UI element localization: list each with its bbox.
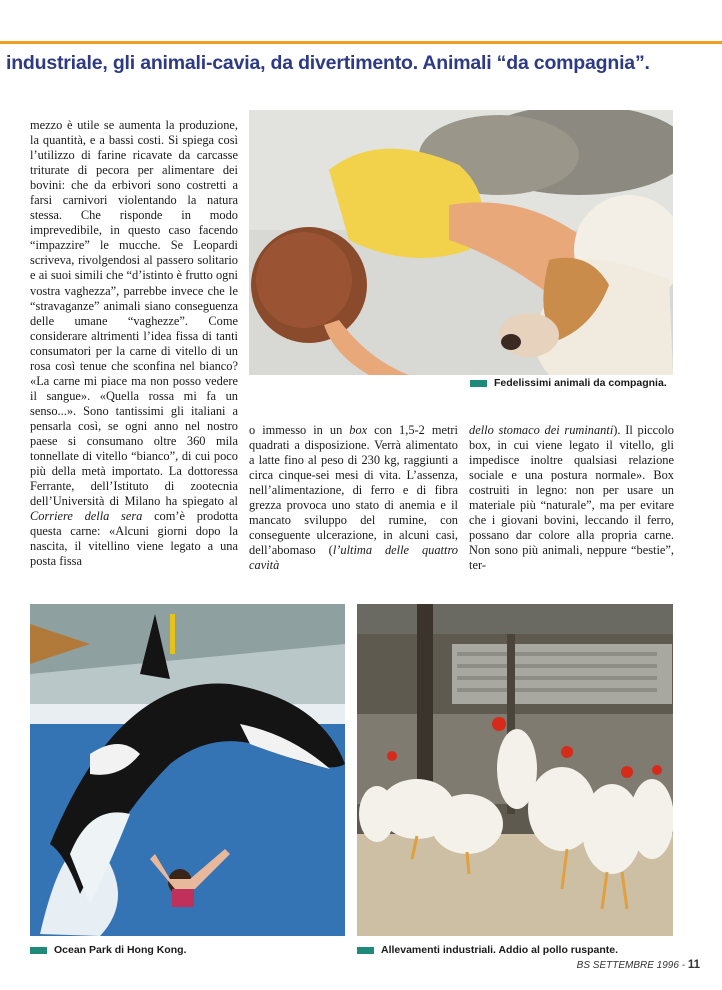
col1-text: mezzo è utile se aumenta la produzione, la quantità, e a bassi costi. Si spiega così l’utilizzo di farine ricavate da carcasse triturate di pecora per alimentare dei bovini: che da erbivori sono costretti a farsi carnivori violentando la natura stessa. Che risponde in modo imprevedibile, in questo caso facendo “impazzire” le mucche. Se Leopardi scriveva, rivolgendosi al passero solitario e ai suoi simili che “d’istinto è frutto ogni vostra vaghezza”, parrebbe invece che le “stravaganze” animali siano conseguenza delle umane “vaghezze”. Come considerare altrimenti l’idea fissa di tanti consumatori per la carne di vitello di un rosa così tenue che sconfina nel bianco? «La carne mi piace ma non posso vedere il sangue». «Quella rossa mi fa un senso...». Sono tantissimi gli italiani a pensarla così, se ogni anno nel nostro paese si consumano oltre 360 mila tonnellate di vitello “bianco”, di cui poco più della metà importato. La dottoressa Ferrante, dell’Istituto di zootecnia dell’Università di Milano ha spiegato al [30, 118, 238, 509]
caption-marker [30, 947, 47, 954]
article-column-2 [249, 423, 458, 573]
caption-orca-text: Ocean Park di Hong Kong. [54, 944, 187, 956]
col2-text-a: o immesso in un [249, 423, 343, 437]
footer-magazine: BS SETTEMBRE 1996 - [576, 960, 686, 971]
article-column-1 [30, 118, 238, 569]
col3-text: ). Il piccolo box, in cui viene legato il vitello, gli impedisce inoltre qualsiasi relazione sociale e una postura normale». Box costruiti in legno: non per usare un materiale più “naturale”, ma per evitare che i giovani bovini, leccando il ferro, possano dar colore alla propria carne. Non sono più animali, neppure “bestie”, ter- [469, 423, 674, 573]
col2-text-b: con 1,5-2 metri quadrati a disposizione. Verrà alimentato a latte fino al peso di 230 kg, raggiunti a circa cinque-sei mesi di vita. L’assenza, nell’alimentazione, di ferro e di fibra grezza provoca uno stato di anemia e il mancato sviluppo del rumine, con conseguente ulcerazione, in alcuni casi, dell’abomaso ( [249, 423, 458, 558]
caption-chickens-text: Allevamenti industriali. Addio al pollo ruspante. [381, 944, 619, 956]
caption-dog [470, 377, 667, 389]
caption-chickens [357, 944, 618, 956]
col2-italic-cavity: l’ultima delle quattro cavità [249, 543, 458, 573]
page-footer [577, 959, 700, 971]
caption-marker [357, 947, 374, 954]
headline: industriale, gli animali-cavia, da divertimento. Animali “da compagnia”. [6, 52, 650, 74]
photo-chickens [357, 604, 673, 936]
col1-text-end: com’è prodotta questa carne: «Alcuni giorni dopo la nascita, il vitellino viene legato a una posta fissa [30, 509, 238, 569]
page-number: 11 [687, 959, 700, 971]
photo-orca [30, 604, 345, 936]
article-column-3 [469, 423, 674, 573]
photo-boy-dog [249, 110, 673, 375]
caption-marker [470, 380, 487, 387]
caption-dog-text: Fedelissimi animali da compagnia. [494, 377, 667, 389]
col2-italic-box: box [349, 423, 368, 437]
top-rule [0, 41, 722, 44]
caption-orca [30, 944, 186, 956]
col1-italic: Corriere della sera [30, 509, 143, 524]
col3-italic: dello stomaco dei ruminanti [469, 423, 614, 437]
